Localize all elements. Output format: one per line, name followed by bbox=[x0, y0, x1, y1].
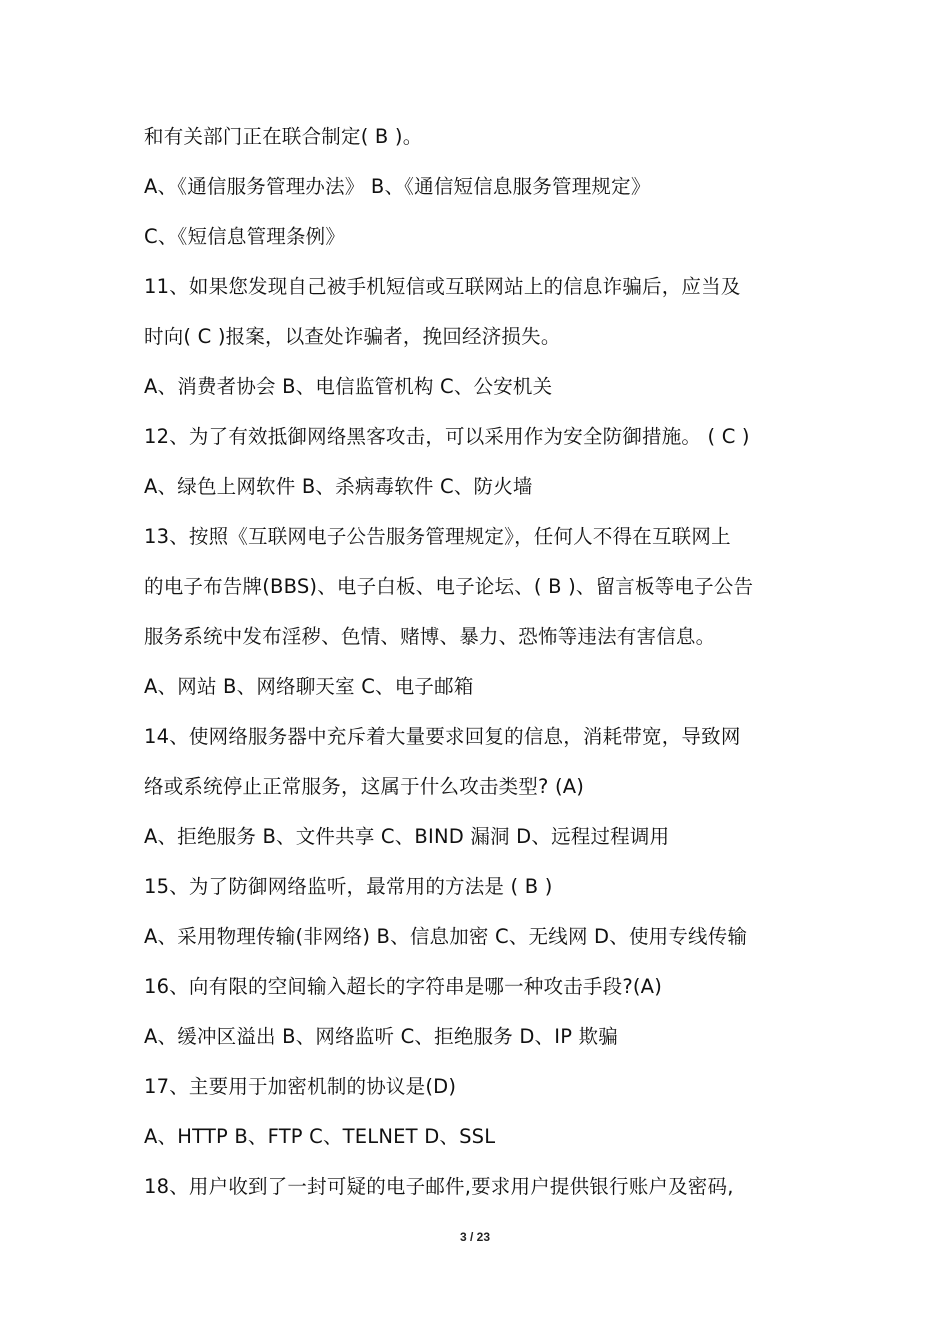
text-line: 服务系统中发布淫秽、色情、赌博、暴力、恐怖等违法有害信息。 bbox=[144, 625, 716, 648]
page-number: 3 / 23 bbox=[459, 1230, 491, 1244]
text-line: A、缓冲区溢出 B、网络监听 C、拒绝服务 D、IP 欺骗 bbox=[144, 1025, 618, 1048]
text-line: 的电子布告牌(BBS)、电子白板、电子论坛、( B )、留言板等电子公告 bbox=[144, 575, 754, 598]
text-line: 12、为了有效抵御网络黑客攻击，可以采用作为安全防御措施。 ( C ) bbox=[144, 425, 750, 448]
text-line: 时向( C )报案，以查处诈骗者，挽回经济损失。 bbox=[144, 325, 561, 348]
text-line: A、绿色上网软件 B、杀病毒软件 C、防火墙 bbox=[144, 475, 533, 498]
text-line: 11、如果您发现自己被手机短信或互联网站上的信息诈骗后，应当及 bbox=[144, 275, 741, 298]
text-line: 14、使网络服务器中充斥着大量要求回复的信息，消耗带宽，导致网 bbox=[144, 725, 741, 748]
text-line: 络或系统停止正常服务，这属于什么攻击类型? (A) bbox=[144, 775, 585, 798]
text-line: 16、向有限的空间输入超长的字符串是哪一种攻击手段?(A) bbox=[144, 975, 663, 998]
document-body bbox=[144, 112, 824, 1212]
text-line: 17、主要用于加密机制的协议是(D) bbox=[144, 1075, 457, 1098]
text-line: 15、为了防御网络监听，最常用的方法是 ( B ) bbox=[144, 875, 553, 898]
text-line: 和有关部门正在联合制定( B )。 bbox=[144, 125, 423, 148]
text-line: 13、按照《互联网电子公告服务管理规定》，任何人不得在互联网上 bbox=[144, 525, 731, 548]
text-line: A、《通信服务管理办法》 B、《通信短信息服务管理规定》 bbox=[144, 175, 651, 198]
text-line: A、网站 B、网络聊天室 C、电子邮箱 bbox=[144, 675, 474, 698]
text-line: C、《短信息管理条例》 bbox=[144, 225, 346, 248]
text-line: A、HTTP B、FTP C、TELNET D、SSL bbox=[144, 1125, 496, 1148]
text-line: 18、用户收到了一封可疑的电子邮件,要求用户提供银行账户及密码, bbox=[144, 1175, 734, 1198]
text-line: A、消费者协会 B、电信监管机构 C、公安机关 bbox=[144, 375, 553, 398]
text-line: A、拒绝服务 B、文件共享 C、BIND 漏洞 D、远程过程调用 bbox=[144, 825, 670, 848]
text-line: A、采用物理传输(非网络) B、信息加密 C、无线网 D、使用专线传输 bbox=[144, 925, 748, 948]
